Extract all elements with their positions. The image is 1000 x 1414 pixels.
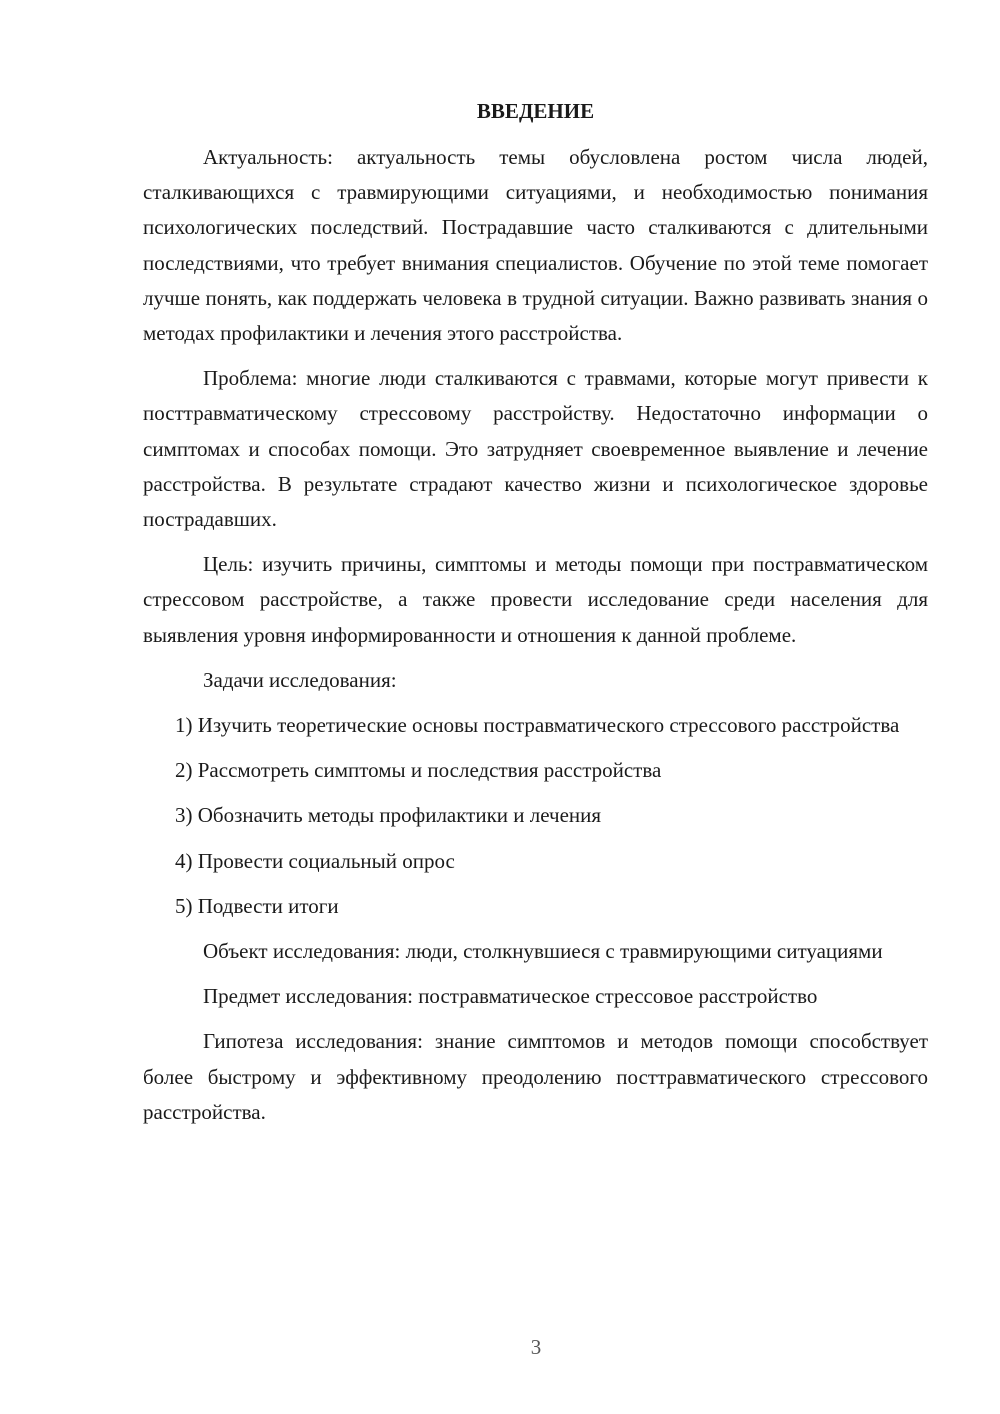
task-item-1: 1) Изучить теоретические основы постравматического стрессового расстройства: [175, 713, 900, 738]
goal-paragraph: Цель: изучить причины, симптомы и методы помощи при постравматическом стрессовом расстройстве, а также провести исследование среди населения для выявления уровня информированности и отношения к данной проблеме.: [143, 552, 928, 647]
relevance-paragraph: Актуальность: актуальность темы обусловлена ростом числа людей, сталкивающихся с травмирующими ситуациями, и необходимостью понимания психологических последствий. Пострадавшие часто сталкиваются с длительными последствиями, что требует внимания специалистов. Обучение по этой теме помогает лучше понять, как поддержать человека в трудной ситуации. Важно развивать знания о методах профилактики и лечения этого расстройства.: [143, 145, 928, 346]
subject-paragraph: Предмет исследования: постравматическое стрессовое расстройство: [203, 984, 818, 1009]
object-paragraph: Объект исследования: люди, столкнувшиеся с травмирующими ситуациями: [203, 939, 883, 964]
tasks-heading: Задачи исследования:: [203, 667, 397, 692]
problem-paragraph: Проблема: многие люди сталкиваются с травмами, которые могут привести к посттравматическому стрессовому расстройству. Недостаточно информации о симптомах и способах помощи. Это затрудняет своевременное выявление и лечение расстройства. В результате страдают качество жизни и психологическое здоровье пострадавших.: [143, 366, 928, 532]
section-title: ВВЕДЕНИЕ: [476, 99, 595, 123]
document-page: [143, 96, 928, 1140]
task-item-3: 3) Обозначить методы профилактики и лечения: [175, 803, 602, 828]
task-item-2: 2) Рассмотреть симптомы и последствия расстройства: [175, 758, 662, 783]
task-item-5: 5) Подвести итоги: [175, 893, 339, 918]
task-item-4: 4) Провести социальный опрос: [175, 848, 455, 873]
page-number: 3: [530, 1335, 542, 1359]
hypothesis-paragraph: Гипотеза исследования: знание симптомов и методов помощи способствует более быстрому и эффективному преодолению посттравматического стрессового расстройства.: [143, 1029, 928, 1124]
